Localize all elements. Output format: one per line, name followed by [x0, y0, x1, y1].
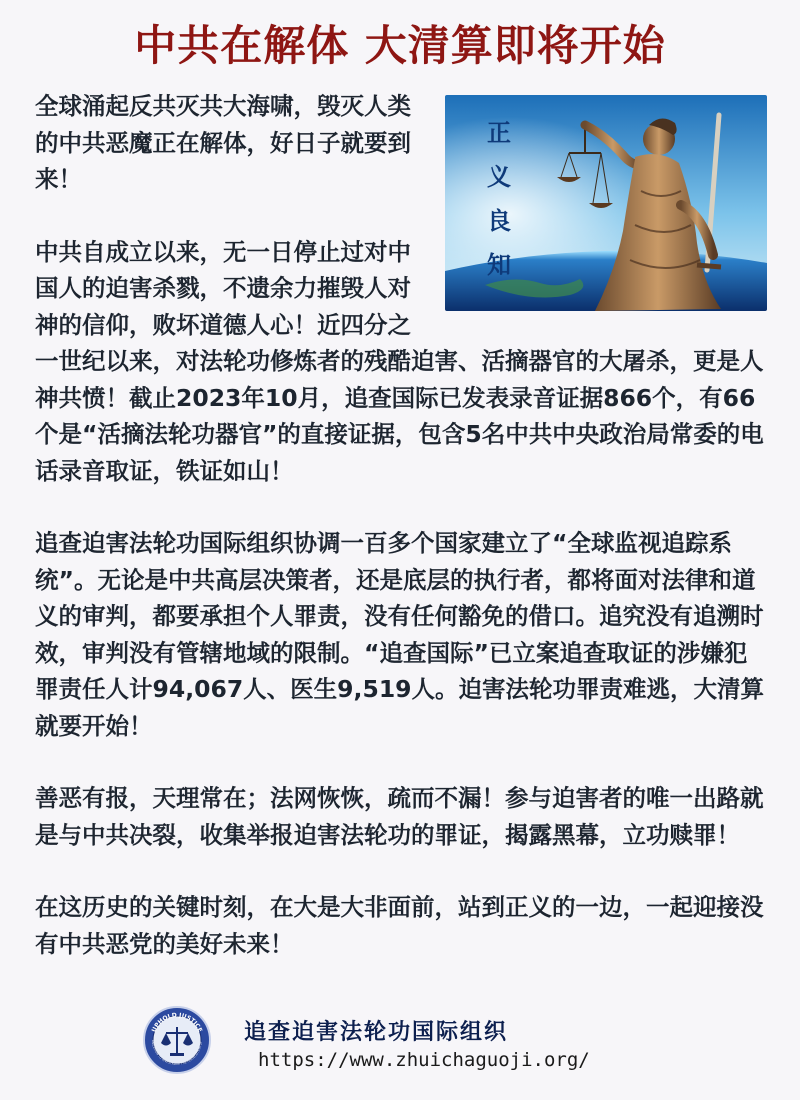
- paragraph: 善恶有报，天理常在；法网恢恢，疏而不漏！参与迫害者的唯一出路就是与中共决裂，收集举报迫害法轮功的罪证，揭露黑幕，立功赎罪！: [35, 784, 764, 849]
- caption-char: 知: [487, 250, 511, 279]
- page-title: 中共在解体 大清算即将开始: [134, 21, 666, 70]
- paragraph: 追查迫害法轮功国际组织协调一百多个国家建立了“全球监视追踪系统”。无论是中共高层决策者，还是底层的执行者，都将面对法律和道义的审判，都要承担个人罪责，没有任何豁免的借口。追究没有追溯时效，审判没有管辖地域的限制。“追查国际”已立案追查取证的涉嫌犯罪责任人计94,067人、医生9,519人。迫害法轮功罪责难逃，大清算就要开始！: [35, 529, 765, 740]
- seal-icon: [142, 1005, 212, 1075]
- justice-illustration: [445, 95, 767, 311]
- article-body: [35, 88, 767, 962]
- footer: [0, 1005, 800, 1095]
- caption-char: 良: [487, 206, 511, 235]
- organization-name: 追查迫害法轮功国际组织: [244, 1019, 509, 1045]
- caption-char: 正: [487, 118, 511, 147]
- paragraph: 全球涌起反共灭共大海啸，毁灭人类的中共恶魔正在解体，好日子就要到来！: [35, 92, 411, 193]
- seal-motto: UPHOLD JUSTICE: [150, 1011, 204, 1034]
- caption-char: 义: [487, 162, 511, 191]
- paragraph: 在这历史的关键时刻，在大是大非面前，站到正义的一边，一起迎接没有中共恶党的美好未来！: [35, 893, 764, 958]
- paragraph: 中共自成立以来，无一日停止过对中国人的迫害杀戮，不遗余力摧毁人对神的信仰，败坏道德人心！近四分之一世纪以来，对法轮功修炼者的残酷迫害、活摘器官的大屠杀，更是人神共愤！截止2023年10月，追查国际已发表录音证据866个，有66个是“活摘法轮功器官”的直接证据，包含5名中共中央政治局常委的电话录音取证，铁证如山！: [35, 237, 764, 485]
- organization-url[interactable]: https://www.zhuichaguoji.org/: [258, 1049, 590, 1071]
- organization-seal-logo: [142, 1005, 212, 1075]
- seal-text: ANIZATION TO INVESTIGATE THE PERSECUTION OF: [150, 1039, 203, 1067]
- justice-image: [445, 95, 767, 311]
